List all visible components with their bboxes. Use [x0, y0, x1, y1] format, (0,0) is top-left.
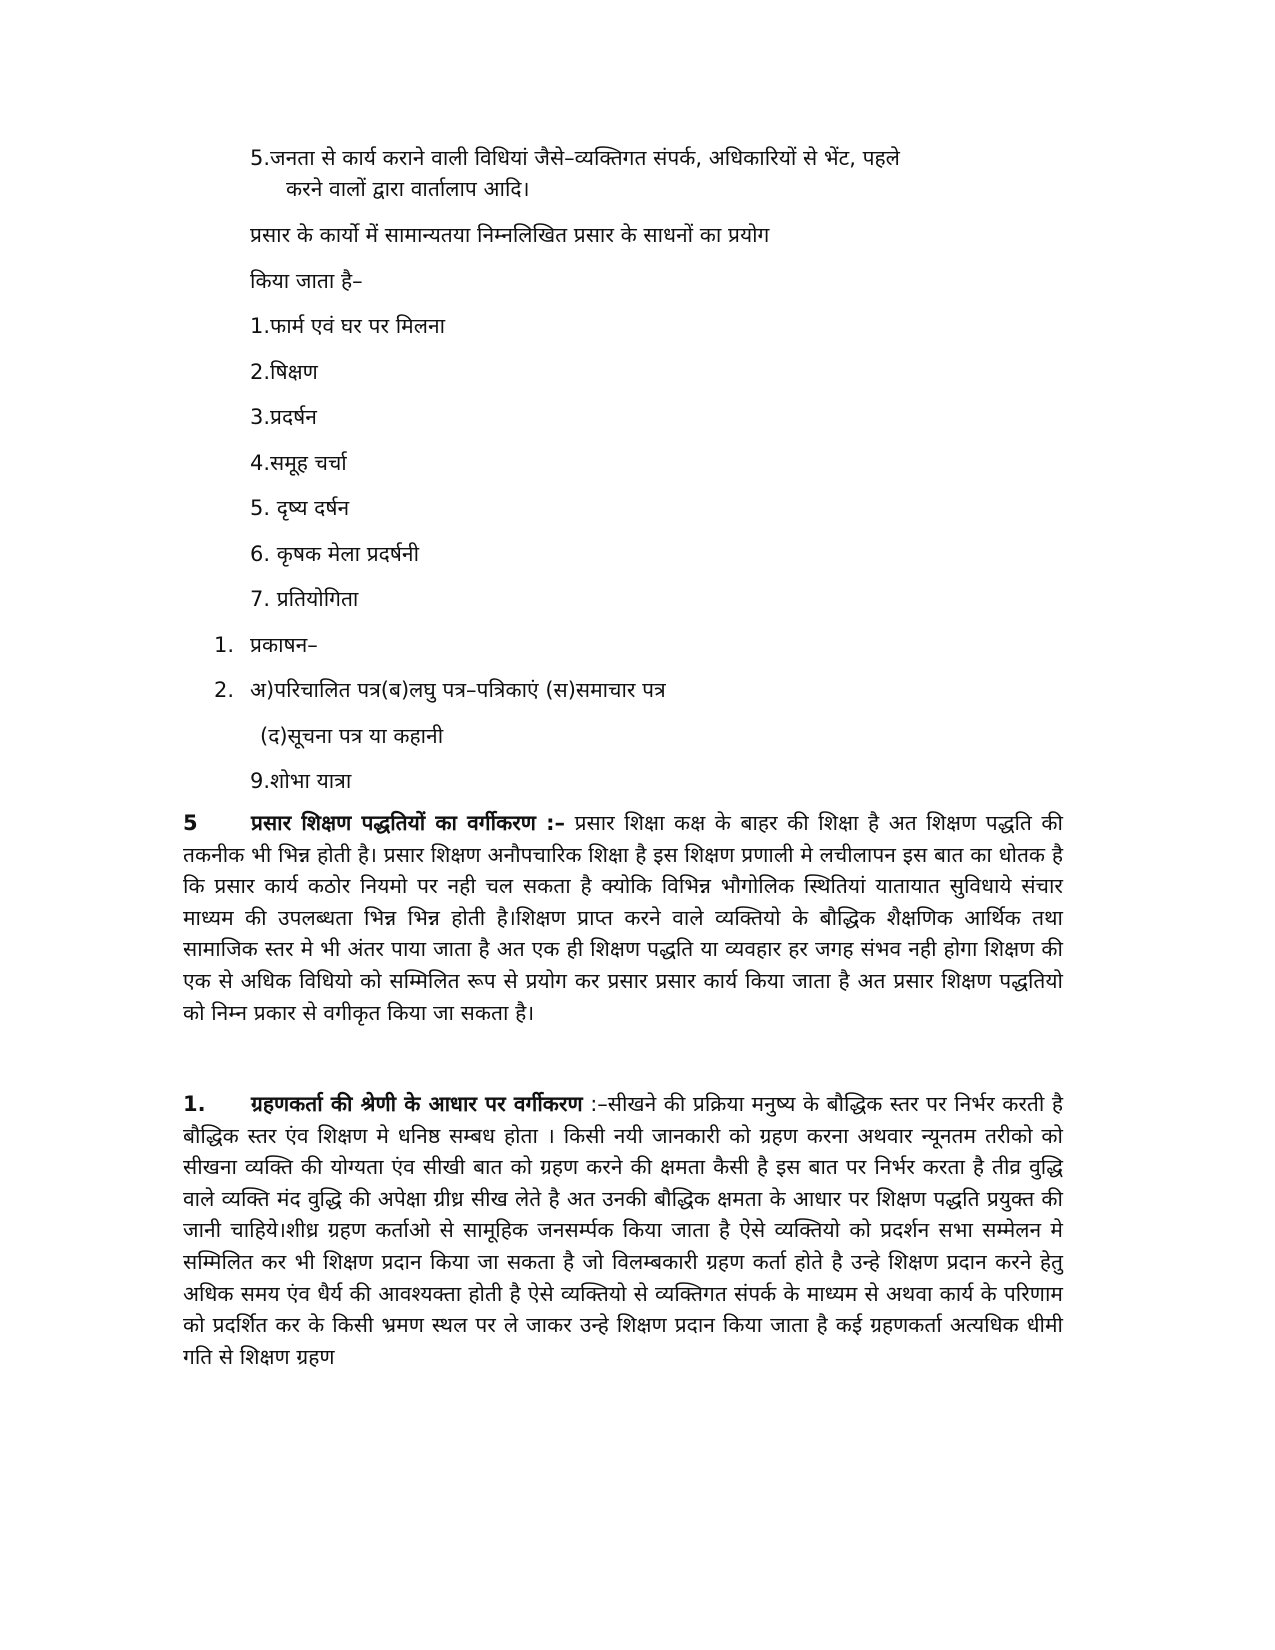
section-body: :–सीखने की प्रक्रिया मनुष्य के बौद्धिक स्तर पर निर्भर करती है बौद्धिक स्तर एंव शिक्षण मे धनिष्ठ सम्बध होता । किसी नयी जानकारी को ग्रहण करना अथवार न्यूनतम तरीको को सीखना व्यक्ति की योग्यता एंव सीखी बात को ग्रहण करने की क्षमता कैसी है इस बात पर निर्भर करता है तीव्र वुद्धि वाले व्यक्ति मंद वुद्धि की अपेक्षा ग्रीध्र सीख लेते है अत उनकी बौद्धिक क्षमता के आधार पर शिक्षण पद्धति प्रयुक्त की जानी चाहिये।शीध्र ग्रहण कर्ताओ से सामूहिक जनसर्म्पक किया जाता है ऐसे व्यक्तियो को प्रदर्शन सभा सम्मेलन मे सम्मिलित कर भी शिक्षण प्रदान किया जा सकता है जो विलम्बकारी ग्रहण कर्ता होते है उन्हे शिक्षण प्रदान करने हेतु अधिक समय एंव धैर्य की आवश्यक्ता होती है ऐसे व्यक्तियो से व्यक्तिगत संपर्क के माध्यम से अथवा कार्य के परिणाम को प्रदर्शित कर के किसी भ्रमण स्थल पर ले जाकर उन्हे शिक्षण प्रदान किया जाता है कई ग्रहणकर्ता अत्यधिक धीमी गति से शिक्षण ग्रहण	[183, 1092, 1064, 1369]
section-heading: प्रसार शिक्षण पद्धतियों का वर्गीकरण :–	[251, 811, 566, 835]
item5-line2: करने वालों द्वारा वार्तालाप आदि।	[286, 177, 530, 201]
section-5-paragraph	[183, 808, 1063, 1029]
section-number: 5	[183, 811, 198, 835]
section-body: प्रसार शिक्षा कक्ष के बाहर की शिक्षा है अत शिक्षण पद्धति की तकनीक भी भिन्न होती है। प्रसार शिक्षण अनौपचारिक शिक्षा है इस शिक्षण प्रणाली मे लचीलापन इस बात का धोतक है कि प्रसार कार्य कठोर नियमो पर नही चल सकता है क्योकि विभिन्न भौगोलिक स्थितियां यातायात सुविधाये संचार माध्यम की उपलब्धता भिन्न भिन्न होती है।शिक्षण प्राप्त करने वाले व्यक्तियो के बौद्धिक शैक्षणिक आर्थिक तथा सामाजिक स्तर मे भी अंतर पाया जाता है अत एक ही शिक्षण पद्धति या व्यवहार हर जगह संभव नही होगा शिक्षण की एक से अधिक विधियो को सम्मिलित रूप से प्रयोग कर प्रसार प्रसार कार्य किया जाता है अत प्रसार शिक्षण पद्धतियो को निम्न प्रकार से वगीकृत किया जा सकता है।	[183, 811, 1063, 1025]
section-heading: ग्रहणकर्ता की श्रेणी के आधार पर वर्गीकरण	[251, 1092, 583, 1116]
list-item: 3.प्रदर्षन	[250, 405, 317, 429]
item5-line1: 5.जनता से कार्य कराने वाली विधियां जैसे–व्यक्तिगत संपर्क, अधिकारियों से भेंट, पहले	[250, 146, 900, 170]
list-item: 1.फार्म एवं घर पर मिलना	[250, 314, 446, 338]
publication-types-line1: अ)परिचालित पत्र(ब)लघु पत्र–पत्रिकाएं (स)समाचार पत्र	[250, 678, 666, 702]
list-item: 7. प्रतियोगिता	[250, 587, 359, 611]
lead-line1: प्रसार के कार्यो में सामान्यतया निम्नलिखित प्रसार के साधनों का प्रयोग	[250, 223, 770, 247]
publication-label: प्रकाषन–	[250, 633, 318, 657]
list-item: 6. कृषक मेला प्रदर्षनी	[250, 542, 420, 566]
section-number: 1.	[183, 1092, 206, 1116]
list-item: 2.षिक्षण	[250, 360, 318, 384]
publication-types-number: 2.	[214, 678, 235, 702]
list-item: 9.शोभा यात्रा	[250, 769, 352, 793]
list-item: 4.समूह चर्चा	[250, 451, 347, 475]
publication-types-line2: (द)सूचना पत्र या कहानी	[260, 724, 444, 748]
list-item: 5. दृष्य दर्षन	[250, 496, 350, 520]
publication-number: 1.	[214, 633, 235, 657]
lead-line2: किया जाता है–	[250, 269, 363, 293]
section-1-paragraph	[183, 1089, 1063, 1373]
